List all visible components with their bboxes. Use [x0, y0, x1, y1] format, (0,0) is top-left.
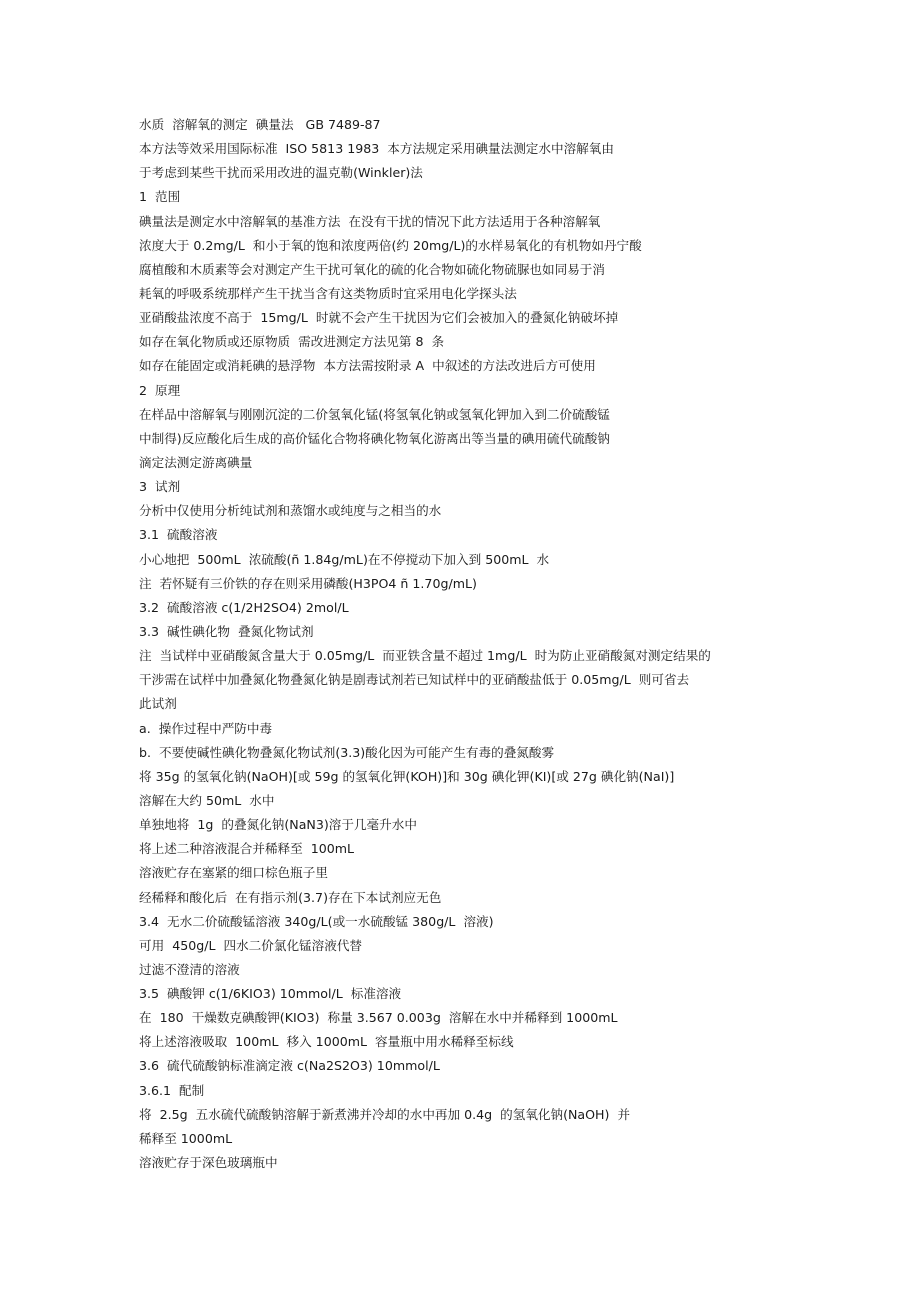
text-line: 3.6 硫代硫酸钠标准滴定液 c(Na2S2O3) 10mmol/L: [139, 1058, 440, 1074]
text-line: 本方法等效采用国际标准 ISO 5813 1983 本方法规定采用碘量法测定水中溶解氧由: [139, 141, 614, 157]
text-line: 溶解在大约 50mL 水中: [139, 792, 275, 808]
text-line: 耗氧的呼吸系统那样产生干扰当含有这类物质时宜采用电化学探头法: [139, 285, 517, 301]
text-line: 稀释至 1000mL: [139, 1130, 233, 1146]
text-line: 经稀释和酸化后 在有指示剂(3.7)存在下本试剂应无色: [139, 889, 442, 905]
text-line: 过滤不澄清的溶液: [139, 961, 240, 977]
text-line: 3 试剂: [139, 479, 181, 495]
text-line: 滴定法测定游离碘量: [139, 454, 253, 470]
text-line: 于考虑到某些干扰而采用改进的温克勒(Winkler)法: [139, 165, 423, 181]
text-line: a. 操作过程中严防中毒: [139, 720, 273, 736]
text-line: 水质 溶解氧的测定 碘量法 GB 7489-87: [139, 117, 381, 132]
text-line: 1 范围: [139, 189, 181, 205]
text-line: 3.3 碱性碘化物 叠氮化物试剂: [139, 623, 314, 639]
text-line: 将 2.5g 五水硫代硫酸钠溶解于新煮沸并冷却的水中再加 0.4g 的氢氧化钠(NaOH) 并: [139, 1106, 631, 1122]
text-line: 将上述溶液吸取 100mL 移入 1000mL 容量瓶中用水稀释至标线: [139, 1034, 514, 1050]
text-line: 腐植酸和木质素等会对测定产生干扰可氧化的硫的化合物如硫化物硫脲也如同易于消: [139, 261, 605, 277]
text-line: 3.4 无水二价硫酸锰溶液 340g/L(或一水硫酸锰 380g/L 溶液): [139, 913, 494, 929]
text-line: 单独地将 1g 的叠氮化钠(NaN3)溶于几毫升水中: [139, 817, 417, 833]
text-line: 浓度大于 0.2mg/L 和小于氧的饱和浓度两倍(约 20mg/L)的水样易氧化的有机物如丹宁酸: [139, 237, 642, 253]
text-line: 分析中仅使用分析纯试剂和蒸馏水或纯度与之相当的水: [139, 503, 442, 519]
text-line: 溶液贮存在塞紧的细口棕色瓶子里: [139, 865, 328, 881]
text-line: 2 原理: [139, 382, 181, 398]
text-line: 3.1 硫酸溶液: [139, 527, 218, 543]
text-line: 将上述二种溶液混合并稀释至 100mL: [139, 841, 355, 857]
text-line: b. 不要使碱性碘化物叠氮化物试剂(3.3)酸化因为可能产生有毒的叠氮酸雾: [139, 744, 555, 760]
text-line: 3.2 硫酸溶液 c(1/2H2SO4) 2mol/L: [139, 599, 349, 615]
text-line: 注 当试样中亚硝酸氮含量大于 0.05mg/L 而亚铁含量不超过 1mg/L 时为防止亚硝酸氮对测定结果的: [139, 648, 711, 664]
text-line: 碘量法是测定水中溶解氧的基准方法 在没有干扰的情况下此方法适用于各种溶解氧: [139, 213, 601, 229]
document-body: [139, 113, 879, 1175]
text-line: 干涉需在试样中加叠氮化物叠氮化钠是剧毒试剂若已知试样中的亚硝酸盐低于 0.05mg/L 则可省去: [139, 672, 690, 688]
text-line: 此试剂: [139, 696, 177, 712]
text-line: 3.6.1 配制: [139, 1082, 205, 1098]
text-line: 可用 450g/L 四水二价氯化锰溶液代替: [139, 937, 363, 953]
text-line: 溶液贮存于深色玻璃瓶中: [139, 1155, 278, 1171]
text-line: 在样品中溶解氧与刚刚沉淀的二价氢氧化锰(将氢氧化钠或氢氧化钾加入到二价硫酸锰: [139, 406, 610, 422]
text-line: 3.5 碘酸钾 c(1/6KIO3) 10mmol/L 标准溶液: [139, 986, 402, 1002]
text-line: 将 35g 的氢氧化钠(NaOH)[或 59g 的氢氧化钾(KOH)]和 30g 碘化钾(KI)[或 27g 碘化钠(NaI)]: [139, 768, 675, 784]
text-line: 注 若怀疑有三价铁的存在则采用磷酸(H3PO4 ñ 1.70g/mL): [139, 575, 477, 591]
text-line: 亚硝酸盐浓度不高于 15mg/L 时就不会产生干扰因为它们会被加入的叠氮化钠破坏掉: [139, 310, 619, 326]
text-line: 如存在能固定或消耗碘的悬浮物 本方法需按附录 A 中叙述的方法改进后方可使用: [139, 358, 596, 374]
text-line: 小心地把 500mL 浓硫酸(ñ 1.84g/mL)在不停搅动下加入到 500mL 水: [139, 551, 550, 567]
text-line: 中制得)反应酸化后生成的高价锰化合物将碘化物氧化游离出等当量的碘用硫代硫酸钠: [139, 430, 610, 446]
text-line: 如存在氧化物质或还原物质 需改进测定方法见第 8 条: [139, 334, 445, 350]
text-line: 在 180 干燥数克碘酸钾(KIO3) 称量 3.567 0.003g 溶解在水中并稀释到 1000mL: [139, 1010, 618, 1026]
